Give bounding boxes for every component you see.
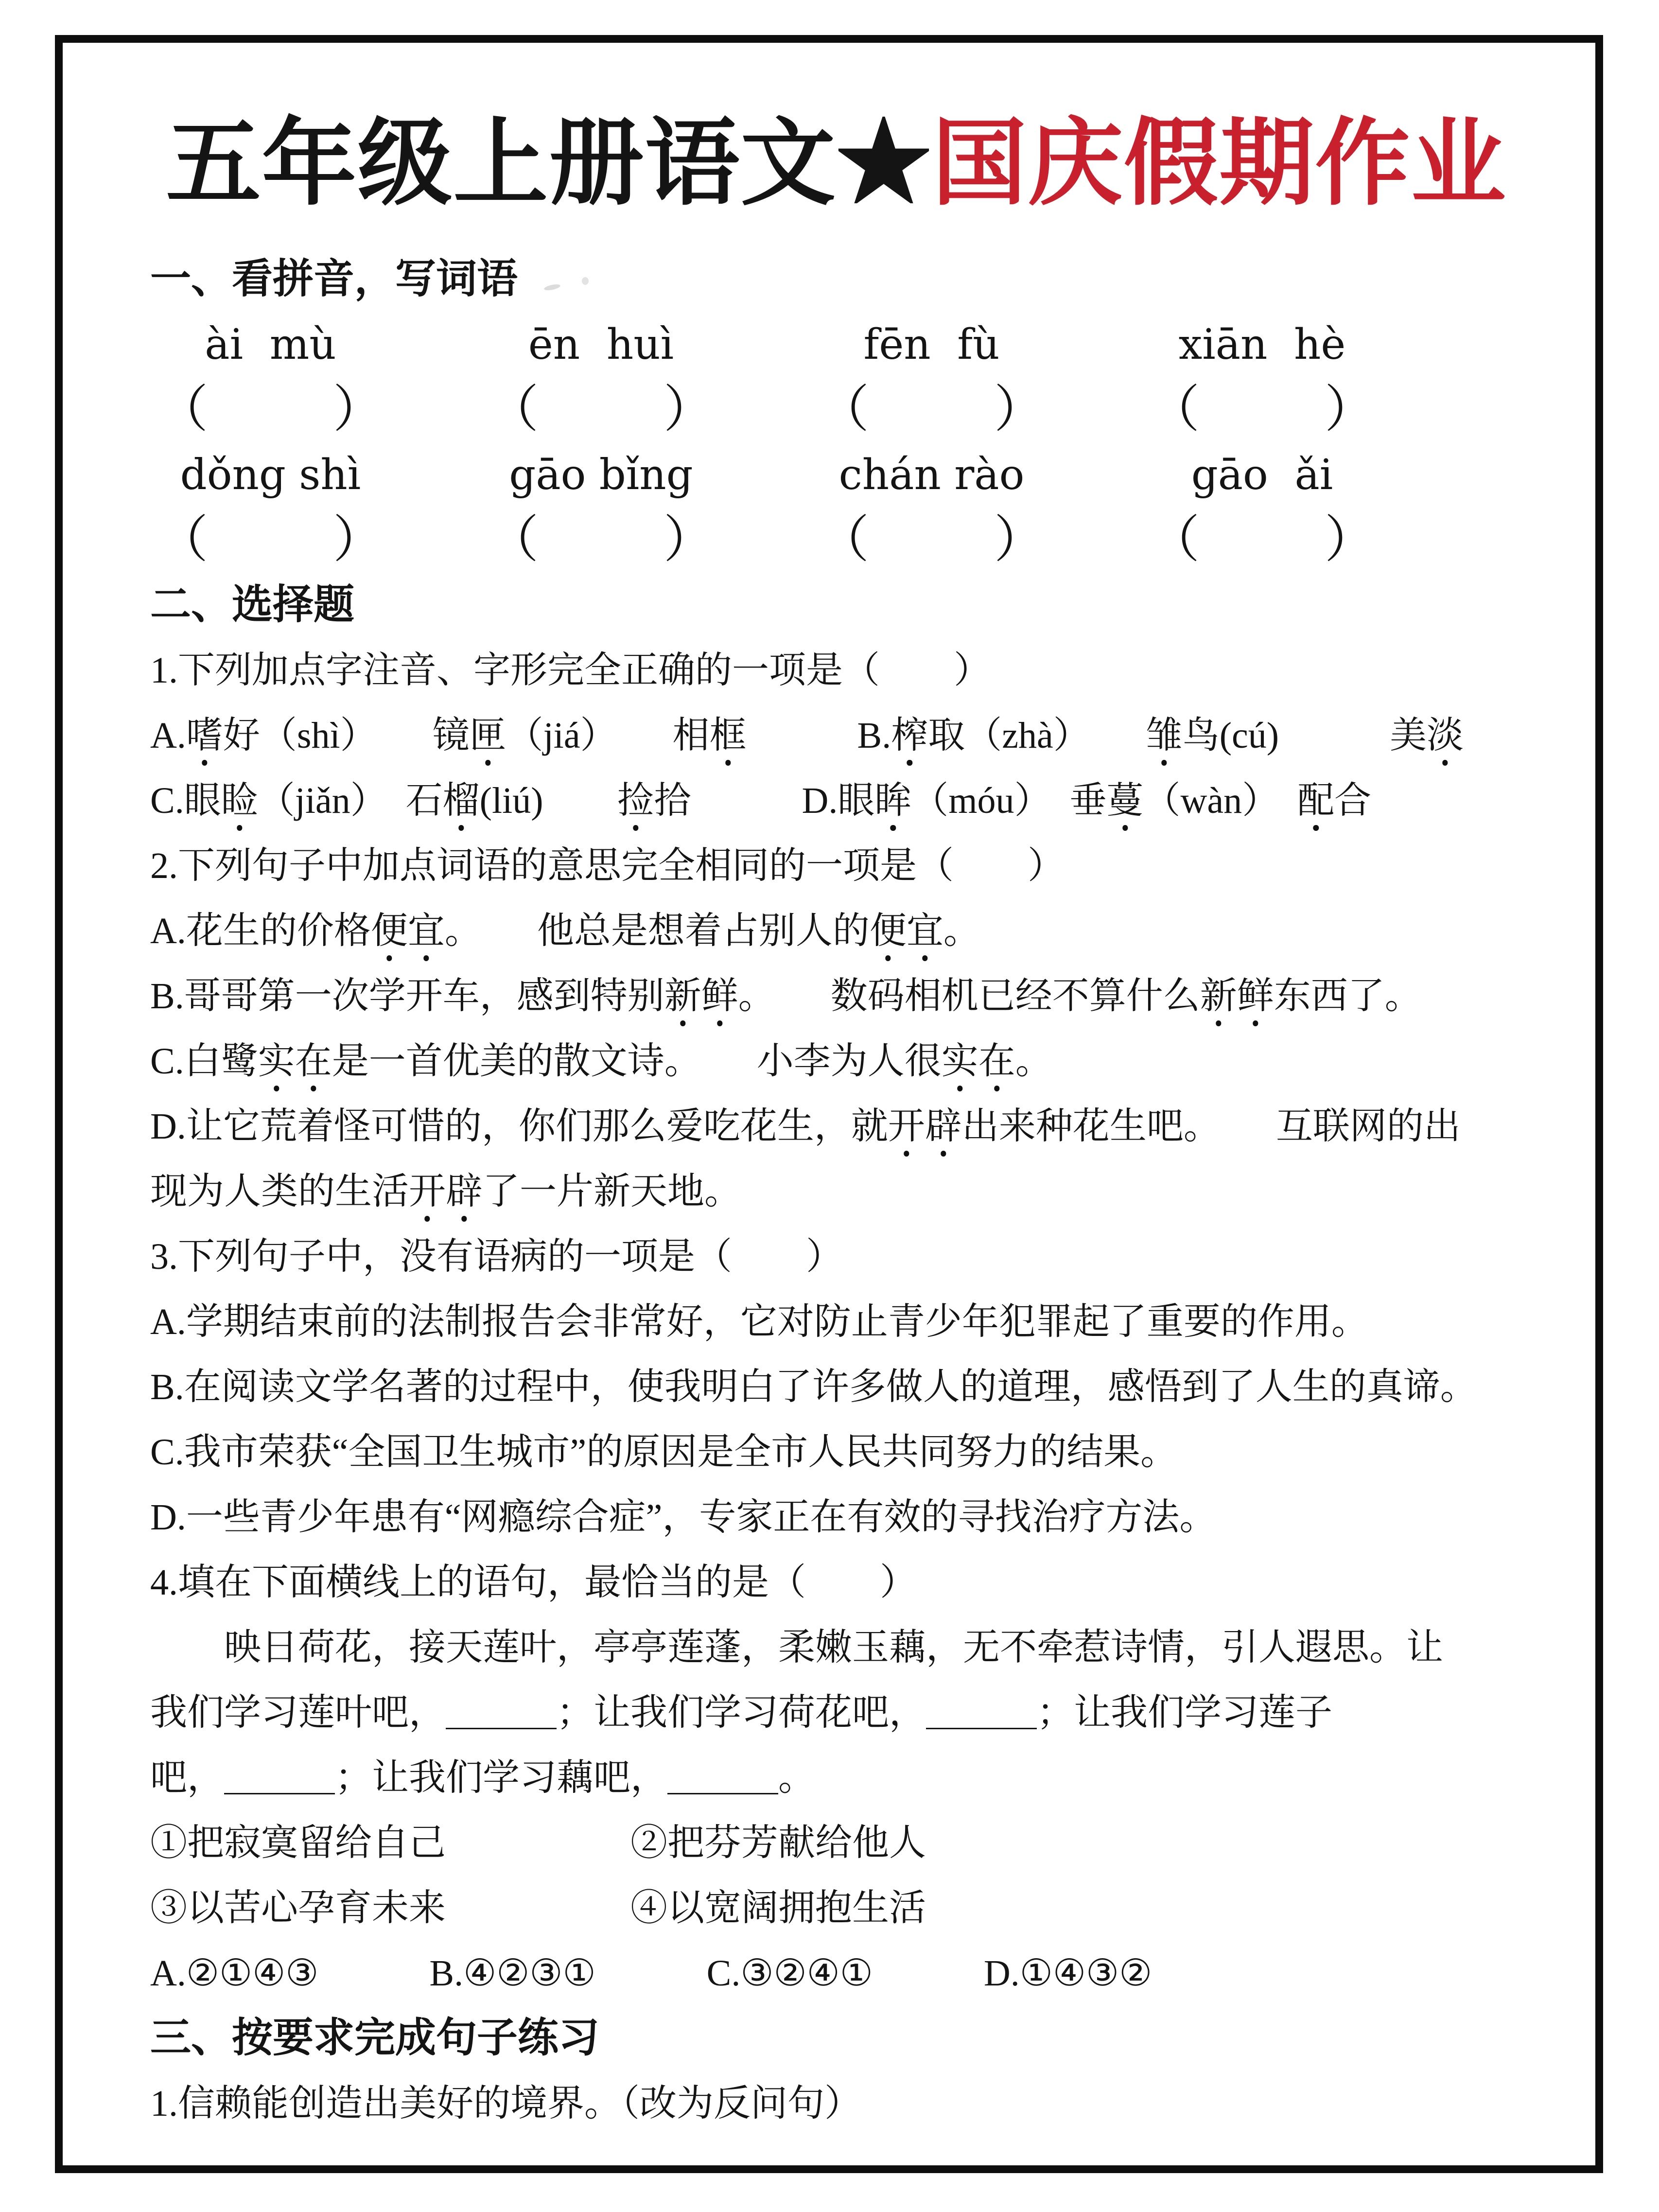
paren-close: ） [663,512,714,568]
worksheet-title [150,91,1522,247]
section2-heading: 二、选择题 [150,582,355,628]
q4-stem: 4.填在下面横线上的语句，最恰当的是（ ） [150,1562,917,1603]
q4-items-1-2: ①把寂寞留给自己 ②把芬芳献给他人 [150,1823,926,1863]
answer-paren-blank [488,377,714,442]
q3-stem: 3.下列句子中，没有语病的一项是（ ） [150,1236,843,1277]
title-red-part: 国庆假期作业 [932,112,1507,217]
pinyin-word: ēn huì [528,320,674,369]
answer-paren-blank [1149,508,1375,573]
paren-close: ） [1324,382,1375,438]
q4-passage-line3: 吧，＿＿＿；让我们学习藕吧，＿＿＿。 [150,1757,815,1798]
q3-option-b: B.在阅读文学名著的过程中，使我明白了许多做人的道理，感悟到了人生的真谛。 [150,1367,1477,1407]
pinyin-word: dǒng shì [180,451,361,499]
pinyin-word: gāo bǐng [509,451,693,499]
paren-close: ） [332,382,384,438]
paren-open: （ [819,512,870,568]
paren-close: ） [1324,512,1375,568]
paren-open: （ [1149,512,1200,568]
pinyin-word-grid [157,312,1522,573]
paren-close: ） [663,382,714,438]
q1-options-ab: A.嗜好（shì） 镜匣（jiá） 相框 B.榨取（zhà） 雏鸟(cú) 美淡 [150,715,1464,756]
section3-heading: 三、按要求完成句子练习 [150,2016,600,2061]
answer-paren-blank [1149,377,1375,442]
q2-option-c: C.白鹭实在是一首优美的散文诗。 小李为人很实在。 [150,1041,1052,1082]
q2-option-d-line2: 现为人类的生活开辟了一片新天地。 [150,1171,741,1212]
q2-option-a: A.花生的价格便宜。 他总是想着占别人的便宜。 [150,911,980,951]
q3-option-c: C.我市荣获“全国卫生城市”的原因是全市人民共同努力的结果。 [150,1432,1178,1473]
paren-close: ） [332,512,384,568]
paren-open: （ [488,382,539,438]
pinyin-word: gāo ǎi [1191,451,1333,499]
title-black-part: 五年级上册语文★ [166,112,932,217]
q2-option-b: B.哥哥第一次学开车，感到特别新鲜。 数码相机已经不算什么新鲜东西了。 [150,976,1422,1017]
paren-open: （ [1149,382,1200,438]
q4-answer-options: A.②①④③ B.④②③① C.③②④① D.①④③② [150,1953,1153,1994]
worksheet-content [63,43,1595,2165]
q4-passage-line2: 我们学习莲叶吧，＿＿＿；让我们学习荷花吧，＿＿＿；让我们学习莲子 [150,1692,1332,1733]
answer-paren-blank [157,377,384,442]
answer-paren-blank [488,508,714,573]
paren-open: （ [157,512,209,568]
pinyin-word: ài mù [205,320,336,369]
section3-q1: 1.信赖能创造出美好的境界。（改为反问句） [150,2083,861,2124]
pinyin-word: fēn fù [863,320,1000,369]
pinyin-word: chán rào [838,451,1025,499]
paren-open: （ [819,382,870,438]
q3-option-a: A.学期结束前的法制报告会非常好，它对防止青少年犯罪起了重要的作用。 [150,1301,1368,1342]
paren-open: （ [157,382,209,438]
answer-paren-blank [819,508,1045,573]
q1-stem: 1.下列加点字注音、字形完全正确的一项是（ ） [150,650,991,691]
paren-close: ） [994,512,1045,568]
answer-paren-blank [157,508,384,573]
pinyin-word: xiān hè [1178,320,1346,369]
q2-stem: 2.下列句子中加点词语的意思完全相同的一项是（ ） [150,845,1065,886]
q2-option-d-line1: D.让它荒着怪可惜的，你们那么爱吃花生，就开辟出来种花生吧。 互联网的出 [150,1106,1461,1147]
q1-options-cd: C.眼睑（jiǎn） 石榴(liú) 捡拾 D.眼眸（móu） 垂蔓（wàn） 配合 [150,780,1372,821]
q4-items-3-4: ③以苦心孕育未来 ④以宽阔拥抱生活 [150,1888,926,1929]
paren-close: ） [994,382,1045,438]
page-border-frame [55,35,1603,2173]
paren-open: （ [488,512,539,568]
q3-option-d: D.一些青少年患有“网瘾综合症”，专家正在有效的寻找治疗方法。 [150,1497,1217,1538]
q4-passage-line1: 映日荷花，接天莲叶，亭亭莲蓬，柔嫩玉藕，无不牵惹诗情，引人遐思。让 [150,1627,1443,1668]
section1-heading: 一、看拼音，写词语 [150,257,518,302]
answer-paren-blank [819,377,1045,442]
